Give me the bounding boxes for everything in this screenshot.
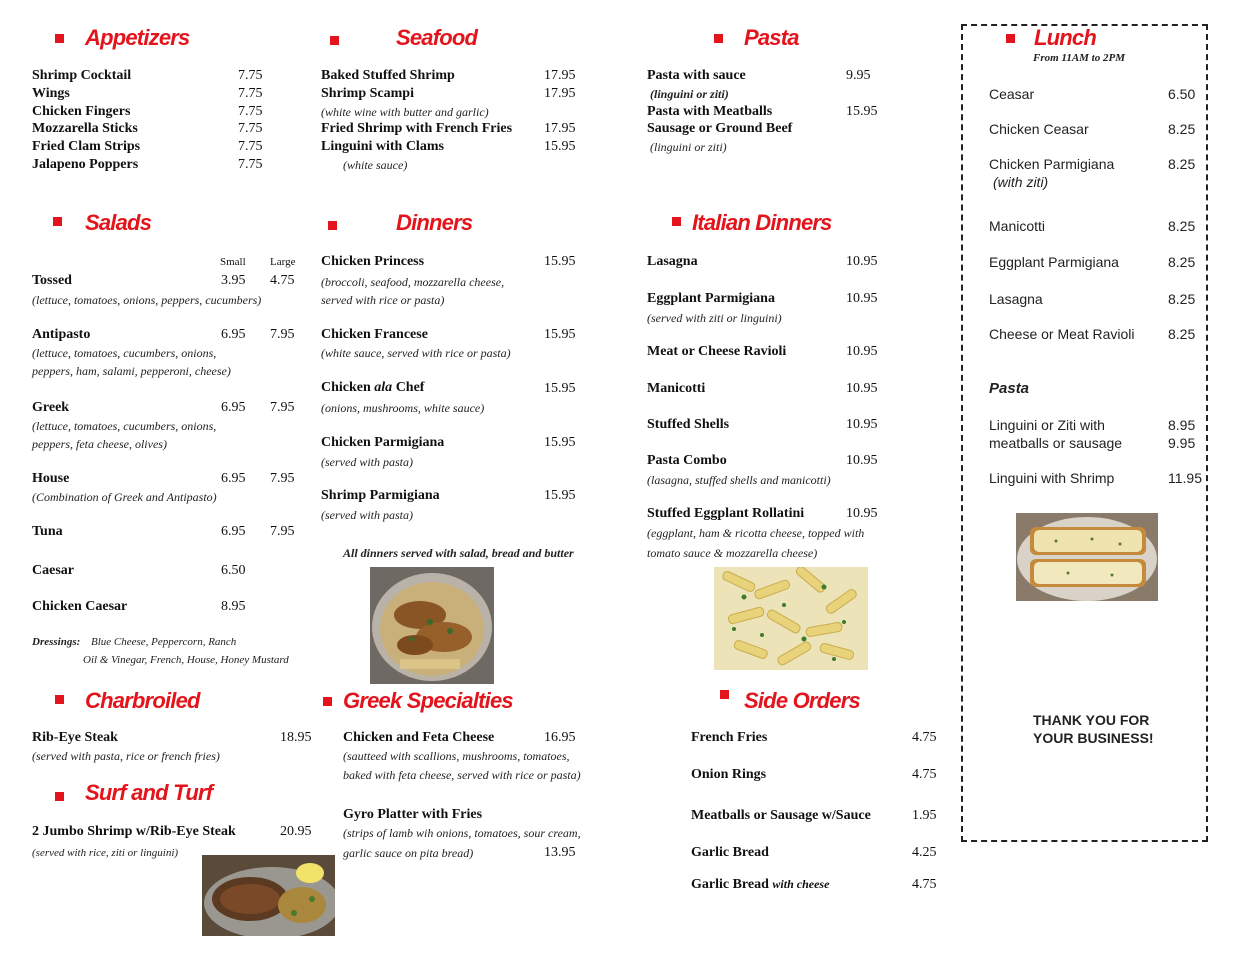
seafood-name: Shrimp Scampi bbox=[321, 86, 414, 101]
side-name: Garlic Bread bbox=[691, 845, 769, 860]
side-name-suffix: with cheese bbox=[772, 877, 830, 891]
large-column-header: Large bbox=[270, 256, 296, 268]
dinner-name: Chicken Princess bbox=[321, 254, 425, 269]
dressings-line: Oil & Vinegar, French, House, Honey Mustard bbox=[83, 654, 289, 666]
lunch-pasta-name: meatballs or sausage bbox=[989, 435, 1123, 451]
lunch-item-price: 8.25 bbox=[1168, 254, 1196, 270]
appetizer-name: Wings bbox=[32, 86, 70, 101]
lunch-pasta-price: 9.95 bbox=[1168, 435, 1196, 451]
appetizer-name: Mozzarella Sticks bbox=[32, 121, 138, 136]
salad-description: peppers, feta cheese, olives) bbox=[32, 437, 167, 451]
salad-description: peppers, ham, salami, pepperoni, cheese) bbox=[32, 364, 231, 378]
dressings-line: Blue Cheese, Peppercorn, Ranch bbox=[91, 636, 237, 648]
lunch-item-price: 8.25 bbox=[1168, 291, 1196, 307]
salad-large-price: 4.75 bbox=[270, 273, 295, 288]
seafood-price: 17.95 bbox=[544, 86, 576, 101]
bullet-square-icon bbox=[714, 34, 723, 43]
lunch-pasta-name: Linguini with Shrimp bbox=[989, 470, 1115, 486]
bullet-square-icon bbox=[55, 34, 64, 43]
pasta-name: Sausage or Ground Beef bbox=[647, 121, 793, 136]
chicken-dish-photo bbox=[370, 567, 494, 684]
dinner-description: served with rice or pasta) bbox=[321, 293, 445, 307]
italian-name: Stuffed Eggplant Rollatini bbox=[647, 506, 805, 521]
appetizer-name: Jalapeno Poppers bbox=[32, 157, 139, 172]
seafood-description: (white sauce) bbox=[343, 158, 408, 172]
side-price: 4.75 bbox=[912, 877, 937, 892]
italian-price: 10.95 bbox=[846, 417, 878, 432]
side-orders-heading: Side Orders bbox=[744, 688, 860, 713]
dinner-name-part: Chef bbox=[392, 380, 425, 395]
lunch-item-price: 6.50 bbox=[1168, 86, 1196, 102]
thank-you-line: THANK YOU FOR bbox=[1033, 712, 1150, 728]
salad-small-price: 6.95 bbox=[221, 471, 246, 486]
appetizer-name: Fried Clam Strips bbox=[32, 139, 141, 154]
dinner-name bbox=[321, 380, 424, 396]
dinner-description: (white sauce, served with rice or pasta) bbox=[321, 346, 511, 360]
salad-small-price: 3.95 bbox=[221, 273, 246, 288]
penne-pasta-photo bbox=[714, 567, 868, 670]
italian-description: (lasagna, stuffed shells and manicotti) bbox=[647, 473, 831, 487]
salad-large-price: 7.95 bbox=[270, 327, 295, 342]
appetizer-price: 7.75 bbox=[238, 104, 263, 119]
dinner-name: Shrimp Parmigiana bbox=[321, 488, 440, 503]
greek-name: Chicken and Feta Cheese bbox=[343, 730, 495, 745]
bullet-square-icon bbox=[330, 36, 339, 45]
salad-large-price: 7.95 bbox=[270, 524, 295, 539]
appetizer-price: 7.75 bbox=[238, 139, 263, 154]
salad-description: (Combination of Greek and Antipasto) bbox=[32, 490, 217, 504]
salad-small-price: 6.95 bbox=[221, 524, 246, 539]
side-price: 4.25 bbox=[912, 845, 937, 860]
salad-name: Caesar bbox=[32, 563, 74, 578]
salad-name: Antipasto bbox=[32, 327, 91, 342]
salad-name: Greek bbox=[32, 400, 70, 415]
dinner-price: 15.95 bbox=[544, 381, 576, 396]
salad-description: (lettuce, tomatoes, cucumbers, onions, bbox=[32, 419, 217, 433]
salads-heading: Salads bbox=[85, 210, 152, 235]
salad-small-price: 6.50 bbox=[221, 563, 246, 578]
greek-specialties-heading: Greek Specialties bbox=[343, 688, 513, 713]
salad-small-price: 8.95 bbox=[221, 599, 246, 614]
dinner-description: (broccoli, seafood, mozzarella cheese, bbox=[321, 275, 505, 289]
italian-price: 10.95 bbox=[846, 453, 878, 468]
italian-description: (served with ziti or linguini) bbox=[647, 311, 782, 325]
lunch-item-name: Chicken Ceasar bbox=[989, 121, 1089, 137]
salad-name: Chicken Caesar bbox=[32, 599, 128, 614]
salad-description: (lettuce, tomatoes, onions, peppers, cucumbers) bbox=[32, 293, 262, 307]
side-price: 4.75 bbox=[912, 730, 937, 745]
dinner-description: (served with pasta) bbox=[321, 455, 413, 469]
surf-turf-description: (served with rice, ziti or linguini) bbox=[32, 847, 179, 859]
dinner-price: 15.95 bbox=[544, 327, 576, 342]
pasta-name: Pasta with sauce bbox=[647, 68, 746, 83]
greek-description: (strips of lamb wih onions, tomatoes, sour cream, bbox=[343, 826, 581, 840]
italian-price: 10.95 bbox=[846, 254, 878, 269]
seafood-price: 17.95 bbox=[544, 68, 576, 83]
thank-you-line: YOUR BUSINESS! bbox=[1033, 730, 1154, 746]
lunch-item-price: 8.25 bbox=[1168, 121, 1196, 137]
dressings-label: Dressings: bbox=[32, 636, 81, 648]
salad-small-price: 6.95 bbox=[221, 327, 246, 342]
italian-description: tomato sauce & mozzarella cheese) bbox=[647, 546, 818, 560]
bullet-square-icon bbox=[55, 792, 64, 801]
garlic-bread-photo bbox=[1016, 513, 1158, 601]
italian-price: 10.95 bbox=[846, 344, 878, 359]
salad-name: House bbox=[32, 471, 70, 486]
pasta-name: Pasta with Meatballs bbox=[647, 104, 773, 119]
italian-name: Manicotti bbox=[647, 381, 706, 396]
side-name-text: Garlic Bread bbox=[691, 877, 769, 892]
lunch-pasta-price: 11.95 bbox=[1168, 470, 1202, 486]
pasta-price: 9.95 bbox=[846, 68, 871, 83]
seafood-name: Fried Shrimp with French Fries bbox=[321, 121, 513, 136]
appetizer-price: 7.75 bbox=[238, 86, 263, 101]
appetizer-price: 7.75 bbox=[238, 121, 263, 136]
italian-name: Meat or Cheese Ravioli bbox=[647, 344, 787, 359]
dinner-description: (onions, mushrooms, white sauce) bbox=[321, 401, 485, 415]
dinner-name-part: Chicken bbox=[321, 380, 375, 395]
lunch-pasta-price: 8.95 bbox=[1168, 417, 1196, 433]
salad-description: (lettuce, tomatoes, cucumbers, onions, bbox=[32, 346, 217, 360]
pasta-description: (linguini or ziti) bbox=[650, 140, 727, 154]
greek-price: 13.95 bbox=[544, 845, 576, 860]
side-name: French Fries bbox=[691, 730, 768, 745]
salad-small-price: 6.95 bbox=[221, 400, 246, 415]
appetizer-name: Shrimp Cocktail bbox=[32, 68, 132, 83]
appetizers-heading: Appetizers bbox=[85, 25, 190, 50]
pasta-heading: Pasta bbox=[744, 25, 799, 50]
italian-name: Pasta Combo bbox=[647, 453, 727, 468]
seafood-heading: Seafood bbox=[396, 25, 478, 50]
lunch-item-note: (with ziti) bbox=[993, 174, 1049, 190]
charbroiled-name: Rib-Eye Steak bbox=[32, 730, 118, 745]
bullet-square-icon bbox=[328, 221, 337, 230]
salad-name: Tuna bbox=[32, 524, 63, 539]
lunch-item-name: Manicotti bbox=[989, 218, 1046, 234]
side-name: Meatballs or Sausage w/Sauce bbox=[691, 808, 871, 823]
lunch-item-name: Lasagna bbox=[989, 291, 1043, 307]
dinners-note: All dinners served with salad, bread and butter bbox=[343, 546, 574, 560]
bullet-square-icon bbox=[1006, 34, 1015, 43]
greek-description: garlic sauce on pita bread) bbox=[343, 846, 474, 860]
italian-name: Lasagna bbox=[647, 254, 698, 269]
italian-description: (eggplant, ham & ricotta cheese, topped with bbox=[647, 526, 865, 540]
dinner-name: Chicken Francese bbox=[321, 327, 428, 342]
salad-name: Tossed bbox=[32, 273, 72, 288]
italian-name: Stuffed Shells bbox=[647, 417, 730, 432]
seafood-name: Linguini with Clams bbox=[321, 139, 444, 154]
bullet-square-icon bbox=[55, 695, 64, 704]
greek-name: Gyro Platter with Fries bbox=[343, 807, 483, 822]
appetizer-price: 7.75 bbox=[238, 68, 263, 83]
charbroiled-price: 18.95 bbox=[280, 730, 312, 745]
surf-and-turf-heading: Surf and Turf bbox=[85, 780, 213, 805]
dinner-name: Chicken Parmigiana bbox=[321, 435, 445, 450]
bullet-square-icon bbox=[672, 217, 681, 226]
dinner-price: 15.95 bbox=[544, 254, 576, 269]
bullet-square-icon bbox=[53, 217, 62, 226]
lunch-item-name: Chicken Parmigiana bbox=[989, 156, 1115, 172]
side-name bbox=[691, 877, 829, 893]
bullet-square-icon bbox=[720, 690, 729, 699]
surf-turf-name: 2 Jumbo Shrimp w/Rib-Eye Steak bbox=[32, 824, 236, 839]
seafood-price: 17.95 bbox=[544, 121, 576, 136]
italian-price: 10.95 bbox=[846, 291, 878, 306]
italian-price: 10.95 bbox=[846, 381, 878, 396]
appetizer-name: Chicken Fingers bbox=[32, 104, 131, 119]
seafood-description: (white wine with butter and garlic) bbox=[321, 105, 489, 119]
lunch-item-price: 8.25 bbox=[1168, 156, 1196, 172]
steak-shrimp-photo bbox=[202, 855, 335, 936]
charbroiled-heading: Charbroiled bbox=[85, 688, 200, 713]
salad-large-price: 7.95 bbox=[270, 400, 295, 415]
lunch-hours: From 11AM to 2PM bbox=[1033, 52, 1125, 64]
italian-price: 10.95 bbox=[846, 506, 878, 521]
lunch-item-price: 8.25 bbox=[1168, 218, 1196, 234]
pasta-description: (linguini or ziti) bbox=[650, 87, 729, 101]
greek-description: baked with feta cheese, served with rice or pasta) bbox=[343, 768, 581, 782]
dinner-price: 15.95 bbox=[544, 435, 576, 450]
seafood-price: 15.95 bbox=[544, 139, 576, 154]
seafood-name: Baked Stuffed Shrimp bbox=[321, 68, 455, 83]
lunch-item-name: Ceasar bbox=[989, 86, 1035, 102]
bullet-square-icon bbox=[323, 697, 332, 706]
pasta-price: 15.95 bbox=[846, 104, 878, 119]
charbroiled-description: (served with pasta, rice or french fries) bbox=[32, 749, 220, 763]
lunch-pasta-heading: Pasta bbox=[989, 380, 1030, 397]
side-price: 1.95 bbox=[912, 808, 937, 823]
italian-name: Eggplant Parmigiana bbox=[647, 291, 775, 306]
dinner-description: (served with pasta) bbox=[321, 508, 413, 522]
greek-price: 16.95 bbox=[544, 730, 576, 745]
greek-description: (sautteed with scallions, mushrooms, tomatoes, bbox=[343, 749, 570, 763]
surf-turf-price: 20.95 bbox=[280, 824, 312, 839]
lunch-heading: Lunch bbox=[1034, 25, 1096, 50]
lunch-pasta-name: Linguini or Ziti with bbox=[989, 417, 1105, 433]
dinner-name-part: ala bbox=[374, 380, 393, 395]
appetizer-price: 7.75 bbox=[238, 157, 263, 172]
small-column-header: Small bbox=[220, 256, 246, 268]
lunch-item-price: 8.25 bbox=[1168, 326, 1196, 342]
lunch-item-name: Cheese or Meat Ravioli bbox=[989, 326, 1135, 342]
italian-dinners-heading: Italian Dinners bbox=[692, 210, 832, 235]
dinner-price: 15.95 bbox=[544, 488, 576, 503]
lunch-item-name: Eggplant Parmigiana bbox=[989, 254, 1119, 270]
salad-large-price: 7.95 bbox=[270, 471, 295, 486]
side-name: Onion Rings bbox=[691, 767, 767, 782]
dinners-heading: Dinners bbox=[396, 210, 473, 235]
side-price: 4.75 bbox=[912, 767, 937, 782]
